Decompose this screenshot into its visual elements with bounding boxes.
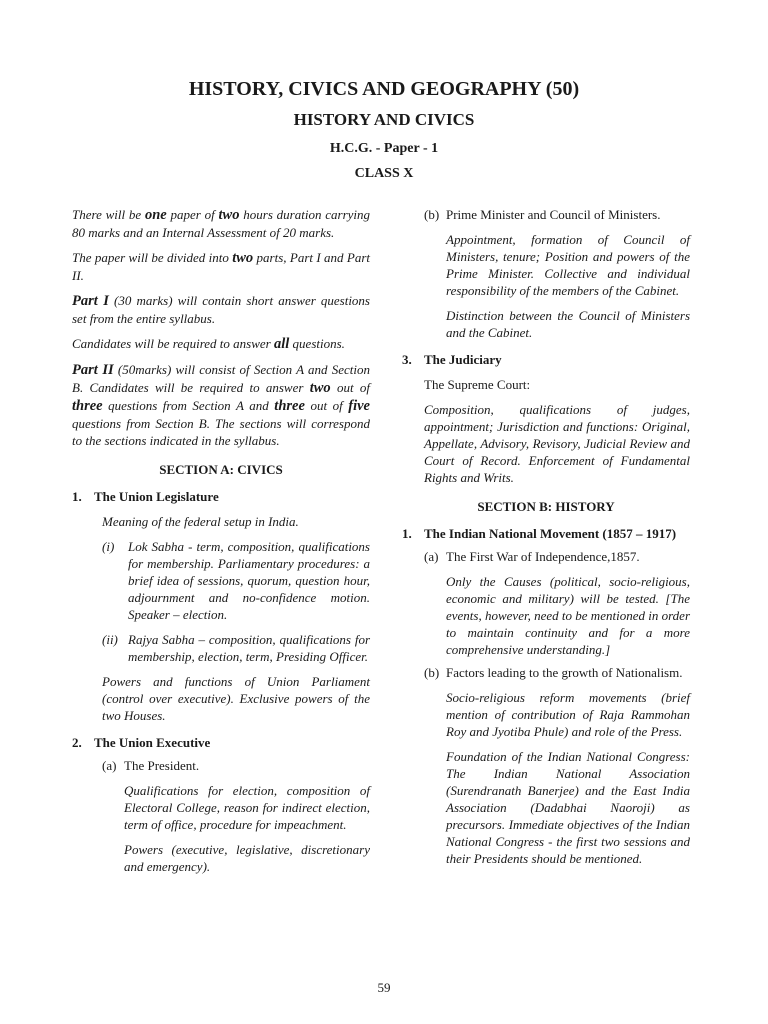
left-column (72, 206, 370, 875)
intro-paragraph-4: Candidates will be required to answer all questions. (72, 336, 345, 352)
prime-minister-text: Appointment, formation of Council of Ministers, tenure; Position and powers of the Prime Minister. Collective and individual responsibility of the members of the Cabinet. (446, 232, 690, 298)
topic-heading-national-movement: 1. The Indian National Movement (1857 – 1917) (402, 526, 677, 541)
intro-paragraph-1: There will be one paper of two hours duration carrying 80 marks and an Internal Assessment of 20 marks. (72, 207, 371, 240)
intro-paragraph-2: The paper will be divided into two parts, Part I and Part II. (72, 250, 370, 283)
first-war-subheading: (a) The First War of Independence,1857. (424, 549, 640, 564)
class-label: CLASS X (354, 166, 414, 181)
council-cabinet-text: Distinction between the Council of Ministers and the Cabinet. (446, 308, 690, 340)
right-column (402, 206, 690, 867)
nationalism-subheading: (b) Factors leading to the growth of Nationalism. (424, 665, 683, 680)
supreme-court-text: Composition, qualifications of judges, appointment; Jurisdiction and functions: Original, Appellate, Advisory, Revisory, Judicial Review and Court of Record. Enforcement of Fundamental Rights and Writs. (424, 402, 690, 485)
president-subheading: (a) The President. (102, 758, 200, 773)
paper-label: H.C.G. - Paper - 1 (329, 141, 439, 156)
topic-heading-judiciary: 3. The Judiciary (402, 352, 502, 367)
topic-heading-union-executive: 2. The Union Executive (72, 735, 211, 750)
section-b-heading: SECTION B: HISTORY (477, 499, 615, 514)
section-a-heading: SECTION A: CIVICS (159, 462, 283, 477)
rajya-sabha-item: (ii) Rajya Sabha – composition, qualifications for membership, election, term, Presiding Officer. (102, 632, 370, 664)
congress-foundation-text: Foundation of the Indian National Congress: The Indian National Association (Surendranath Banerjee) and the East India Association (Dadabhai Naoroji) as precursors. Immediate objectives of the Indian National Congress - the first two sessions and their Presidents should be mentioned. (446, 749, 690, 866)
federal-setup-text: Meaning of the federal setup in India. (102, 514, 299, 529)
intro-paragraph-5: Part II (50marks) will consist of Section A and Section B. Candidates will be required to answer two out of three questions from Section A and three out of five questions from Section B. The sections will correspond to the sections indicated in the syllabus. (72, 362, 370, 448)
lok-sabha-item: (i) Lok Sabha - term, composition, qualifications for membership. Parliamentary procedures: a brief idea of sessions, quorum, question hour, adjournment and no-confidence motion. Speaker – election. (102, 539, 370, 622)
topic-heading-union-legislature: 1. The Union Legislature (72, 489, 219, 504)
intro-paragraph-3: Part I (30 marks) will contain short answer questions set from the entire syllabus. (72, 293, 370, 326)
reform-movements-text: Socio-religious reform movements (brief mention of contribution of Raja Rammohan Roy and Jyotiba Phule) and role of the Press. (446, 690, 690, 739)
prime-minister-subheading: (b) Prime Minister and Council of Ministers. (424, 207, 661, 222)
president-qualifications-text: Qualifications for election, composition of Electoral College, reason for indirect election, term of office, procedure for impeachment. (124, 783, 370, 832)
president-powers-text: Powers (executive, legislative, discretionary and emergency). (124, 842, 370, 874)
first-war-text: Only the Causes (political, socio-religious, economic and military) will be tested. [The events, however, need to be mentioned in order to maintain continuity and for a more comprehensive understanding.] (446, 574, 690, 657)
document-title: HISTORY, CIVICS AND GEOGRAPHY (50) (188, 78, 580, 100)
document-subtitle: HISTORY AND CIVICS (293, 110, 475, 129)
parliament-powers-text: Powers and functions of Union Parliament (control over executive). Exclusive powers of the two Houses. (102, 674, 370, 723)
supreme-court-label: The Supreme Court: (424, 377, 531, 392)
page-number: 59 (377, 980, 391, 995)
